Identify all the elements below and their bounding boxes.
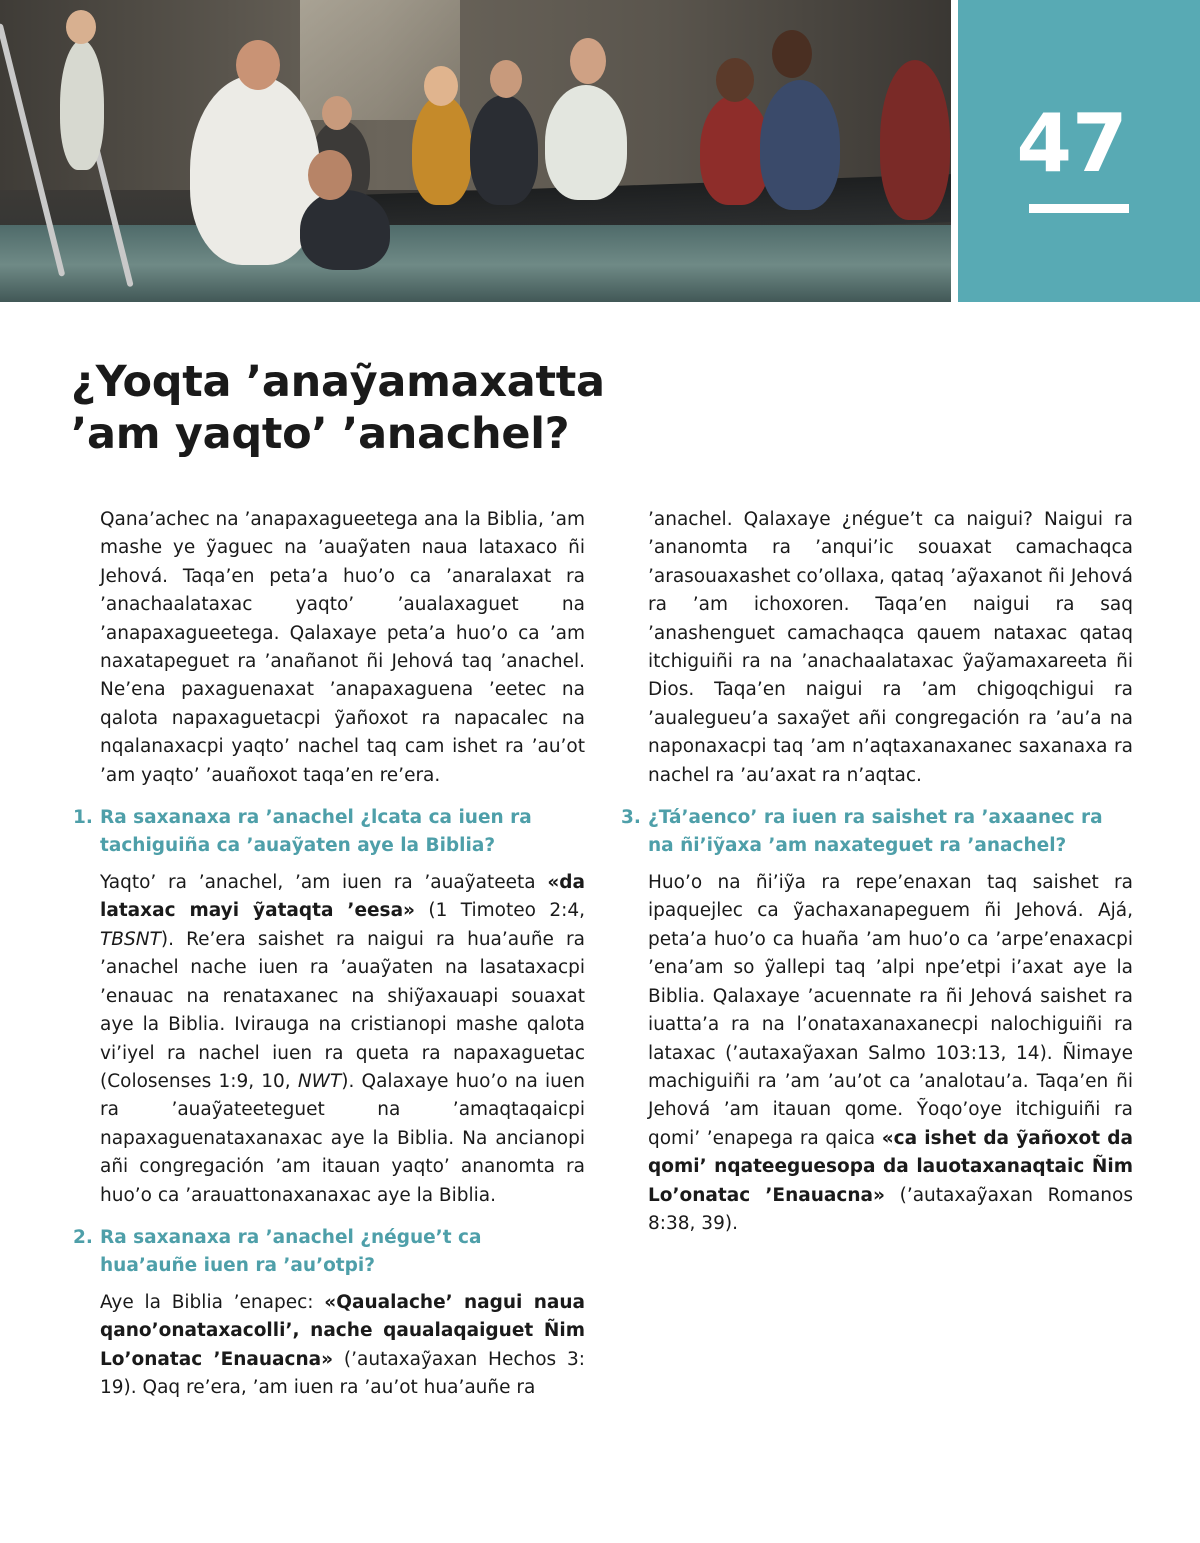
page-title-line-1: ¿Yoqta ’anaỹamaxatta (71, 357, 605, 407)
answer-1-quote: «da lataxac mayi ỹataqta ’eesa» (100, 872, 585, 922)
right-column (621, 506, 1133, 1238)
bible-version-tbsnt: TBSNT (100, 928, 161, 950)
header-photo (0, 0, 951, 302)
answer-3-quote: «ca ishet da ỹañoxot da qomi’ nqateeguesopa da lauotaxanaqtaic Ñim Lo’onatac ’Enauacna» (648, 1127, 1133, 1206)
question-1-number: 1. (73, 807, 93, 829)
question-3-text: ¿Tá’aenco’ ra iuen ra saishet ra ’axaanec ra na ñi’iỹaxa ’am naxateguet ra ’anachel? (648, 807, 1103, 857)
answer-2-continued: ’anachel. Qalaxaye ¿négue’t ca naigui? Naigui ra ’ananomta ra ’anqui’ic souaxat camachaqca ’arasouaxashet co’ollaxa, qataq ’aỹaxanot ñi Jehová ra ’am ichoxoren. Taqa’en naigui ra saq ’anashenguet camachaqca qauem nataxac qataq itchiguiñi ra na ’anachaalataxac ỹaỹamaxareeta ñi Dios. Taqa’en naigui ra ’am chigoqchigui ra ’aualegueu’a saxaỹet añi congregación ra ’au’a na naponaxacpi taq ’am n’aqtaxanaxanec saxanaxa ra nachel ra ’au’axat ra n’aqtac. (648, 509, 1133, 786)
question-2 (73, 1224, 585, 1280)
answer-2-paragraph: Aye la Biblia ’enapec: «Qaualache’ nagui naua qano’onataxacolli’, nache qaualaqaiguet Ñim Lo’onatac ’Enauacna» (’autaxaỹaxan Hechos 3: 19). Qaq re’era, ’am iuen ra ’au’ot hua’auñe ra (100, 1291, 585, 1399)
bible-version-nwt: NWT (297, 1070, 342, 1092)
question-3-number: 3. (621, 807, 641, 829)
left-column (73, 506, 585, 1403)
answer-3-paragraph: Huo’o na ñi’iỹa ra repe’enaxan taq saishet ra ipaquejlec ca ỹachaxanapeguem ñi Jehová. Ajá, peta’a huo’o ca huaña ’am huo’o ca ’arpe’enaxacpi ’ena’am so ỹallepi taq ’alpi npe’etpi i’axat aye la Biblia. Qalaxaye ’acuennate ra ñi Jehová saishet ra iuatta’a ra na l’onataxanaxanecpi nalochiguiñi ra lataxac (’autaxaỹaxan Salmo 103:13, 14). Ñimaye machiguiñi ra ’am ’au’ot ca ’analotau’a. Taqa’en ñi Jehová ’am itauan qome. Ỹoqo’oye itchiguiñi ra qomi’ ’enapega ra qaica «ca ishet da ỹañoxot da qomi’ nqateeguesopa da lauotaxanaqtaic Ñim Lo’onatac ’Enauacna» (’autaxaỹaxan Romanos 8:38, 39). (648, 872, 1133, 1234)
answer-2-quote: «Qaualache’ nagui naua qano’onataxacolli’, nache qaualaqaiguet Ñim Lo’onatac ’Enauacna» (100, 1291, 585, 1370)
intro-paragraph: Qana’achec na ’anapaxagueetega ana la Biblia, ’am mashe ye ỹaguec na ’auaỹaten naua lataxaco ñi Jehová. Taqa’en peta’a huo’o ca ’anaralaxat ra ’anachaalataxac yaqto’ ’aualaxaguet na ’anapaxagueetega. Qalaxaye peta’a huo’o ca ’am naxatapeguet ra ’anañanot ñi Jehová taq ’anachel. Ne’ena paxaguenaxat ’anapaxaguena ’eetec na qalota napaxaguetacpi ỹañoxot ra napacalec na nqalanaxacpi yaqto’ nachel taq cam ishet ra ’au’ot ’am yaqto’ ’auañoxot taqa’en re’era. (100, 509, 585, 786)
lesson-number: 47 (1016, 97, 1128, 190)
question-1 (73, 804, 585, 860)
question-1-text: Ra saxanaxa ra ’anachel ¿lcata ca iuen ra tachiguiña ca ’auaỹaten aye la Biblia? (100, 807, 532, 857)
page-title (71, 356, 771, 460)
question-3 (621, 804, 1133, 860)
question-2-number: 2. (73, 1226, 93, 1248)
lesson-number-underline (1029, 204, 1129, 213)
question-2-text: Ra saxanaxa ra ’anachel ¿négue’t ca hua’auñe iuen ra ’au’otpi? (100, 1226, 482, 1276)
page-title-line-2: ’am yaqto’ ’anachel? (71, 409, 570, 459)
lesson-number-tab (958, 0, 1200, 302)
answer-2-text: (’autaxaỹaxan Hechos 3: 19). Qaq re’era, ’am iuen ra ’au’ot hua’auñe ra (100, 1348, 585, 1399)
answer-1-paragraph: Yaqto’ ra ’anachel, ’am iuen ra ’auaỹateeta «da lataxac mayi ỹataqta ’eesa» (1 Timoteo 2:4, TBSNT). Re’era saishet ra naigui ra hua’auñe ra ’anachel nache iuen ra ’auaỹaten na lasataxacpi ’enauac na renataxanec na shiỹaxauapi souaxat aye la Biblia. Ivirauga na cristianopi mashe qalota vi’iyel ra nachel iuen ra queta ra napaxaguetac (Colosenses 1:9, 10, NWT). Qalaxaye huo’o na iuen ra ’auaỹateeteguet na ’amaqtaqaicpi napaxaguenataxanaxac aye la Biblia. Na ancianopi añi congregación ’am itauan yaqto’ ananomta ra huo’o ca ’arauattonaxanaxac aye la Biblia. (100, 872, 585, 1206)
